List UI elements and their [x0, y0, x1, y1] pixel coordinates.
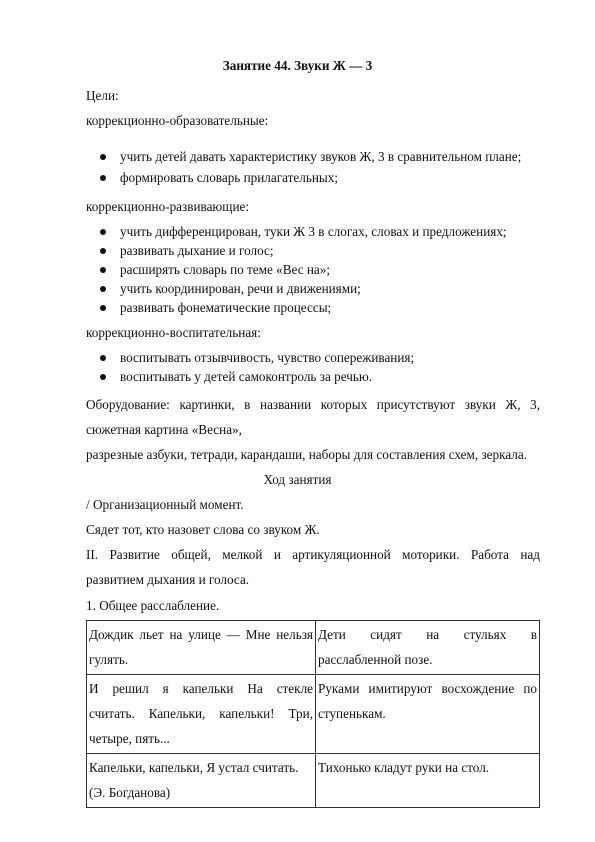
sit-down-instruction: Сядет тот, кто назовет слова со звуком Ж. [86, 522, 320, 537]
bullet-icon [100, 229, 106, 235]
bullet-icon [100, 175, 106, 181]
table-cell [87, 754, 316, 808]
bullet-icon [100, 305, 106, 311]
table-cell-text: гулять. [89, 652, 129, 667]
bullet-icon [100, 286, 106, 292]
list-item: воспитывать у детей самоконтроль за речью. [120, 369, 373, 384]
relax-heading: 1. Общее расслабление. [86, 598, 220, 613]
table-cell-text: четыре, пять... [89, 731, 170, 746]
table-cell-text: (Э. Богданова) [89, 785, 171, 800]
exercise-table [86, 620, 540, 808]
org-moment: / Организационный момент. [86, 497, 244, 512]
table-cell [316, 754, 540, 808]
list-item: развивать дыхание и голос; [120, 243, 274, 258]
equipment-line-2: сюжетная картина «Весна», [86, 422, 242, 437]
list-item: расширять словарь по теме «Вес на»; [120, 262, 331, 277]
list-item: воспитывать отзывчивость, чувство сопереживания; [120, 350, 415, 365]
table-cell [316, 675, 540, 754]
course-heading: Ход занятия [263, 472, 332, 487]
bullet-icon [100, 267, 106, 273]
bullet-icon [100, 355, 106, 361]
table-cell-text: Руками имитируют восхождение по [318, 681, 537, 696]
bullet-icon [100, 374, 106, 380]
section-heading-upbringing: коррекционно-воспитательная: [86, 325, 261, 340]
list-item: учить детей давать характеристику звуков Ж, 3 в сравнительном плане; [120, 149, 522, 164]
list-item: учить дифференцирован, туки Ж 3 в слогах, словах и предложениях; [120, 224, 507, 239]
table-cell [87, 675, 316, 754]
equipment-line-1: Оборудование: картинки, в названии которых присутствуют звуки Ж, 3, [86, 397, 540, 412]
table-cell-text: Капельки, капельки, Я устал считать. [89, 760, 299, 775]
table-cell-text: считать. Капельки, капельки! Три, [89, 706, 313, 721]
equipment-line-3: разрезные азбуки, тетради, карандаши, наборы для составления схем, зеркала. [86, 447, 528, 462]
table-cell-text: Дети сидят на стульях в [318, 627, 537, 642]
table-cell-text: Дождик льет на улице — Мне нельзя [89, 627, 313, 642]
bullet-icon [100, 154, 106, 160]
part2-line-2: развитием дыхания и голоса. [86, 572, 250, 587]
goals-heading: Цели: [86, 88, 119, 103]
table-cell [87, 621, 316, 675]
list-item: учить координирован, речи и движениями; [120, 281, 361, 296]
table-row [87, 621, 540, 675]
section-heading-developmental: коррекционно-развивающие: [86, 199, 250, 214]
bullet-icon [100, 248, 106, 254]
table-row [87, 754, 540, 808]
table-row [87, 675, 540, 754]
list-item: формировать словарь прилагательных; [120, 170, 339, 185]
page-title: Занятие 44. Звуки Ж — 3 [222, 58, 373, 73]
table-cell-text: Тихонько кладут руки на стол. [318, 760, 490, 775]
table-cell [316, 621, 540, 675]
table-cell-text: ступенькам. [318, 706, 386, 721]
part2-line-1: II. Развитие общей, мелкой и артикуляционной моторики. Работа над [86, 547, 540, 562]
table-cell-text: И решил я капельки На стекле [89, 681, 313, 696]
section-heading-educational: коррекционно-образовательные: [86, 113, 269, 128]
list-item: развивать фонематические процессы; [120, 300, 332, 315]
table-cell-text: расслабленной позе. [318, 652, 433, 667]
